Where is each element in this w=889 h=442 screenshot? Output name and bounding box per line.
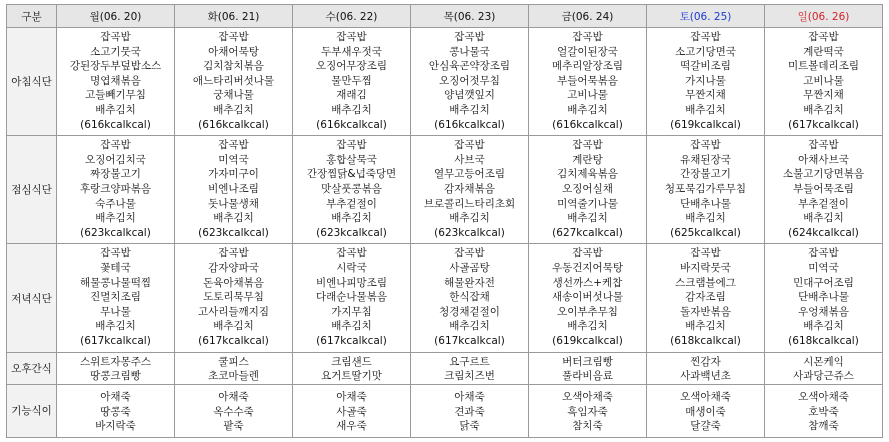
menu-item: 고비나물 xyxy=(803,74,844,87)
menu-item: 잡곡밥 xyxy=(100,139,131,152)
menu-item: 아채죽 xyxy=(218,391,249,404)
menu-item: 찐감자 xyxy=(690,355,721,368)
day-header-fri: 금(06. 24) xyxy=(529,5,647,28)
menu-item: 비엔나피망조림 xyxy=(315,276,387,289)
menu-item: 짜장불고기 xyxy=(90,168,141,181)
menu-cell xyxy=(175,384,293,437)
menu-item: 닭죽 xyxy=(459,420,480,433)
meal-row-dinner xyxy=(7,244,883,352)
menu-item: 배추김치 xyxy=(803,320,844,333)
menu-item: 스크램블에그 xyxy=(675,276,736,289)
menu-item: 도토리묵무침 xyxy=(203,291,264,304)
menu-cell xyxy=(647,244,765,352)
menu-cell xyxy=(411,352,529,384)
menu-item: (619kcalkcal) xyxy=(552,334,623,347)
menu-item: 요거트딸기맛 xyxy=(321,370,382,383)
menu-item: 잡곡밥 xyxy=(690,31,721,43)
menu-item: 잡곡밥 xyxy=(808,31,839,43)
menu-cell xyxy=(529,28,647,136)
meal-menu-table xyxy=(6,4,883,438)
menu-cell xyxy=(175,136,293,244)
menu-item: (616kcalkcal) xyxy=(434,118,505,131)
menu-item: 미역국 xyxy=(808,262,839,274)
menu-item: 사골죽 xyxy=(336,405,367,418)
menu-item: 계란탕 xyxy=(572,153,603,166)
menu-item: (625kcalkcal) xyxy=(670,226,741,239)
menu-item: 잡곡밥 xyxy=(336,139,367,152)
menu-item: 부들어묵조림 xyxy=(793,182,854,195)
menu-item: 애느타리버섯나물 xyxy=(192,74,275,87)
menu-item: 비엔나조림 xyxy=(208,182,259,195)
menu-item: 잡곡밥 xyxy=(690,139,721,152)
menu-item: 돌자반볶음 xyxy=(680,305,731,318)
menu-cell xyxy=(293,28,411,136)
menu-item: 바지락뭇국 xyxy=(680,262,731,274)
menu-item: 잡곡밥 xyxy=(572,247,603,260)
day-header-tue: 화(06. 21) xyxy=(175,5,293,28)
menu-item: 잡곡밥 xyxy=(100,31,131,43)
menu-cell xyxy=(529,244,647,352)
menu-cell xyxy=(765,384,883,437)
menu-item: 배추김치 xyxy=(803,212,844,225)
menu-item: 해물완자전 xyxy=(444,276,495,289)
menu-item: 오징어무장조림 xyxy=(315,60,387,73)
menu-item: 스위트자몽주스 xyxy=(79,355,151,368)
menu-cell xyxy=(647,136,765,244)
menu-item: 새송이버섯나물 xyxy=(551,291,623,304)
menu-item: (616kcalkcal) xyxy=(316,118,387,131)
menu-item: 배추김치 xyxy=(803,103,844,116)
menu-item: 궁채나물 xyxy=(213,89,254,102)
menu-cell xyxy=(293,244,411,352)
menu-item: 청경채겉절이 xyxy=(439,305,500,318)
menu-item: 크림치즈번 xyxy=(444,370,495,383)
menu-item: 오징어젓무침 xyxy=(439,74,500,87)
menu-item: 사과백년초 xyxy=(680,370,731,383)
corner-header: 구분 xyxy=(7,5,57,28)
menu-item: 오색아채죽 xyxy=(680,391,731,404)
menu-cell xyxy=(765,352,883,384)
menu-item: 두부새우젓국 xyxy=(321,45,382,58)
header-row xyxy=(7,5,883,28)
menu-item: 잡곡밥 xyxy=(336,31,367,43)
menu-item: 가지무침 xyxy=(331,305,372,318)
meal-row-lunch xyxy=(7,136,883,244)
menu-item: (623kcalkcal) xyxy=(316,226,387,239)
menu-item: 물만두찜 xyxy=(331,74,372,87)
day-header-sat: 토(06. 25) xyxy=(647,5,765,28)
menu-item: 쿨피스 xyxy=(218,355,249,368)
menu-item: 소고기당면국 xyxy=(675,45,736,58)
menu-item: 단배추나물 xyxy=(680,197,731,210)
menu-item: 배추김치 xyxy=(331,320,372,333)
menu-item: 잡곡밥 xyxy=(336,247,367,260)
menu-cell xyxy=(529,136,647,244)
menu-item: 배추김치 xyxy=(95,320,136,333)
menu-item: 후랑크양파볶음 xyxy=(79,182,151,195)
menu-item: 배추김치 xyxy=(567,103,608,116)
menu-item: 배추김치 xyxy=(685,320,726,333)
menu-item: 아채죽 xyxy=(100,391,131,404)
menu-item: 팥죽 xyxy=(223,420,244,433)
menu-item: 흑임자죽 xyxy=(567,405,608,418)
menu-item: 명엽채볶음 xyxy=(90,74,141,87)
menu-cell xyxy=(57,244,175,352)
menu-item: 홍합살묵국 xyxy=(326,153,377,166)
menu-item: (618kcalkcal) xyxy=(670,334,741,347)
menu-item: 잡곡밥 xyxy=(218,139,249,152)
row-label-snack: 오후간식 xyxy=(7,352,57,384)
menu-item: 민대구어조림 xyxy=(793,276,854,289)
menu-item: 맛살풋콩볶음 xyxy=(321,182,382,195)
menu-item: 오색아채죽 xyxy=(562,391,613,404)
menu-item: 잡곡밥 xyxy=(454,31,485,43)
menu-item: 유채된장국 xyxy=(680,153,731,166)
menu-item: 견과죽 xyxy=(454,405,485,418)
row-label-dinner: 저녁식단 xyxy=(7,244,57,352)
menu-item: 초코마들렌 xyxy=(208,370,259,383)
menu-item: 잡곡밥 xyxy=(100,247,131,260)
menu-cell xyxy=(57,136,175,244)
menu-item: 배추김치 xyxy=(95,103,136,116)
menu-item: 배추김치 xyxy=(213,320,254,333)
menu-cell xyxy=(411,28,529,136)
menu-cell xyxy=(57,384,175,437)
menu-item: (623kcalkcal) xyxy=(434,226,505,239)
menu-item: 계란떡국 xyxy=(803,45,844,58)
menu-item: (616kcalkcal) xyxy=(80,118,151,131)
menu-cell xyxy=(175,352,293,384)
menu-item: 아채죽 xyxy=(336,391,367,404)
menu-item: 배추김치 xyxy=(331,103,372,116)
menu-item: 무짠지채 xyxy=(685,89,726,102)
menu-item: 달걀죽 xyxy=(690,420,721,433)
menu-item: 요구르트 xyxy=(449,355,490,368)
day-header-sun: 일(06. 26) xyxy=(765,5,883,28)
menu-cell xyxy=(293,136,411,244)
menu-cell xyxy=(647,352,765,384)
meal-row-breakfast xyxy=(7,28,883,136)
menu-item: 옥수수죽 xyxy=(213,405,254,418)
menu-item: (616kcalkcal) xyxy=(198,118,269,131)
menu-item: 참깨죽 xyxy=(808,420,839,433)
menu-item: 오이부추무침 xyxy=(557,305,618,318)
menu-item: 미역줄기나물 xyxy=(557,197,618,210)
menu-item: 다래순나물볶음 xyxy=(315,291,387,304)
menu-item: (623kcalkcal) xyxy=(80,226,151,239)
menu-item: 땅콩죽 xyxy=(100,405,131,418)
menu-item: 배추김치 xyxy=(567,212,608,225)
menu-item: 간장불고기 xyxy=(680,168,731,181)
menu-item: 브로콜리느타리초회 xyxy=(423,197,516,210)
menu-cell xyxy=(765,28,883,136)
menu-item: 소고기뭇국 xyxy=(90,45,141,58)
menu-item: 잡곡밥 xyxy=(572,31,603,43)
menu-item: 우엉채볶음 xyxy=(798,305,849,318)
menu-item: 배추김치 xyxy=(213,212,254,225)
menu-item: 콩나물국 xyxy=(449,45,490,58)
menu-body xyxy=(7,28,883,438)
menu-item: 잡곡밥 xyxy=(572,139,603,152)
menu-item: (617kcalkcal) xyxy=(80,334,151,347)
menu-cell xyxy=(411,384,529,437)
menu-item: 바지락죽 xyxy=(95,420,136,433)
menu-item: 얼갈이된장국 xyxy=(557,45,618,58)
menu-item: 잡곡밥 xyxy=(218,247,249,260)
menu-item: (623kcalkcal) xyxy=(198,226,269,239)
menu-item: 시락국 xyxy=(336,262,367,274)
menu-item: 양념깻잎지 xyxy=(444,89,495,102)
menu-cell xyxy=(529,384,647,437)
menu-item: 감자양파국 xyxy=(208,262,259,274)
menu-cell xyxy=(293,384,411,437)
menu-item: 잡곡밥 xyxy=(454,139,485,152)
day-header-thu: 목(06. 23) xyxy=(411,5,529,28)
menu-item: (624kcalkcal) xyxy=(788,226,859,239)
menu-item: 배추김치 xyxy=(449,320,490,333)
menu-item: 우동건지어묵탕 xyxy=(551,262,623,274)
menu-item: (619kcalkcal) xyxy=(670,118,741,131)
menu-item: 미트볼데리조림 xyxy=(787,60,859,73)
menu-cell xyxy=(765,244,883,352)
menu-item: 잡곡밥 xyxy=(218,31,249,43)
menu-cell xyxy=(175,28,293,136)
menu-item: 배추김치 xyxy=(449,212,490,225)
menu-item: 가지나물 xyxy=(685,74,726,87)
menu-item: 아채사브국 xyxy=(798,153,849,166)
meal-row-snack xyxy=(7,352,883,384)
menu-item: 배추김치 xyxy=(685,212,726,225)
menu-item: 사골곰탕 xyxy=(449,262,490,274)
menu-item: 오징어실채 xyxy=(562,182,613,195)
menu-item: 아채어묵탕 xyxy=(208,45,259,58)
menu-item: 버터크림빵 xyxy=(562,355,613,368)
menu-item: 무짠지채 xyxy=(803,89,844,102)
menu-item: 고사리들깨지짐 xyxy=(197,305,269,318)
menu-cell xyxy=(57,352,175,384)
menu-item: 가자미구이 xyxy=(208,168,259,181)
menu-item: 미역국 xyxy=(218,153,249,166)
menu-item: 잡곡밥 xyxy=(454,247,485,260)
menu-item: 새우죽 xyxy=(336,420,367,433)
menu-item: 사과당근쥬스 xyxy=(793,370,854,383)
menu-item: (617kcalkcal) xyxy=(788,118,859,131)
menu-item: 풀라비음료 xyxy=(562,370,613,383)
menu-item: 배추김치 xyxy=(95,212,136,225)
menu-item: 돗나물생채 xyxy=(208,197,259,210)
menu-item: 오징어김치국 xyxy=(85,153,146,166)
menu-item: 숙주나물 xyxy=(95,197,136,210)
menu-item: 안심육곤약장조림 xyxy=(428,60,511,73)
menu-item: 김치참치볶음 xyxy=(203,60,264,73)
menu-item: 오색아채죽 xyxy=(798,391,849,404)
menu-item: 단배추나물 xyxy=(798,291,849,304)
menu-item: 간장찜닭&넙죽당면 xyxy=(306,168,397,181)
menu-item: 부들어묵볶음 xyxy=(557,74,618,87)
menu-item: 잡곡밥 xyxy=(808,139,839,152)
meal-row-special-diet xyxy=(7,384,883,437)
menu-item: 재래김 xyxy=(336,89,367,102)
menu-item: (616kcalkcal) xyxy=(552,118,623,131)
day-header-mon: 월(06. 20) xyxy=(57,5,175,28)
menu-item: 배추김치 xyxy=(213,103,254,116)
menu-item: 땅콩크림빵 xyxy=(90,370,141,383)
menu-item: 고들빼기무침 xyxy=(85,89,146,102)
menu-item: 무나물 xyxy=(100,305,131,318)
menu-item: (617kcalkcal) xyxy=(316,334,387,347)
menu-cell xyxy=(765,136,883,244)
menu-item: 배추김치 xyxy=(331,212,372,225)
menu-item: 소불고기당면볶음 xyxy=(782,168,865,181)
menu-item: 아채죽 xyxy=(454,391,485,404)
menu-item: (618kcalkcal) xyxy=(788,334,859,347)
menu-item: 한식잡채 xyxy=(449,291,490,304)
menu-cell xyxy=(647,384,765,437)
menu-item: 진멸치조림 xyxy=(90,291,141,304)
menu-item: 생선까스+케찹 xyxy=(552,276,623,289)
menu-item: 김치제육볶음 xyxy=(557,168,618,181)
row-label-breakfast: 아침식단 xyxy=(7,28,57,136)
menu-item: 감자조림 xyxy=(685,291,726,304)
menu-item: 잡곡밥 xyxy=(690,247,721,260)
menu-cell xyxy=(529,352,647,384)
row-label-special-diet: 기능식이 xyxy=(7,384,57,437)
row-label-lunch: 점심식단 xyxy=(7,136,57,244)
menu-item: 떡갈비조림 xyxy=(680,60,731,73)
menu-item: 꽃테국 xyxy=(100,262,131,274)
menu-item: 시몬케익 xyxy=(803,355,844,368)
menu-item: (617kcalkcal) xyxy=(198,334,269,347)
menu-item: 참치죽 xyxy=(572,420,603,433)
menu-item: 청포묵김가루무침 xyxy=(664,182,747,195)
menu-item: 호박죽 xyxy=(808,405,839,418)
menu-item: 배추김치 xyxy=(685,103,726,116)
menu-item: 배추김치 xyxy=(449,103,490,116)
day-header-wed: 수(06. 22) xyxy=(293,5,411,28)
menu-item: 열무고등어조림 xyxy=(433,168,505,181)
menu-item: (627kcalkcal) xyxy=(552,226,623,239)
menu-item: 매생이죽 xyxy=(685,405,726,418)
menu-cell xyxy=(175,244,293,352)
menu-item: 크림샌드 xyxy=(331,355,372,368)
menu-cell xyxy=(647,28,765,136)
menu-item: 부추겉절이 xyxy=(326,197,377,210)
menu-item: 강된장두부덮밥소스 xyxy=(69,60,162,73)
menu-item: 감자채볶음 xyxy=(444,182,495,195)
menu-cell xyxy=(411,136,529,244)
menu-item: (617kcalkcal) xyxy=(434,334,505,347)
menu-cell xyxy=(411,244,529,352)
menu-item: 고비나물 xyxy=(567,89,608,102)
menu-item: 부추겉절이 xyxy=(798,197,849,210)
menu-cell xyxy=(57,28,175,136)
menu-item: 잡곡밥 xyxy=(808,247,839,260)
menu-item: 돈육아채볶음 xyxy=(203,276,264,289)
menu-cell xyxy=(293,352,411,384)
menu-item: 해물콩나물떡찜 xyxy=(79,276,151,289)
menu-item: 메추리알장조림 xyxy=(551,60,623,73)
menu-item: 배추김치 xyxy=(567,320,608,333)
menu-item: 사브국 xyxy=(454,153,485,166)
